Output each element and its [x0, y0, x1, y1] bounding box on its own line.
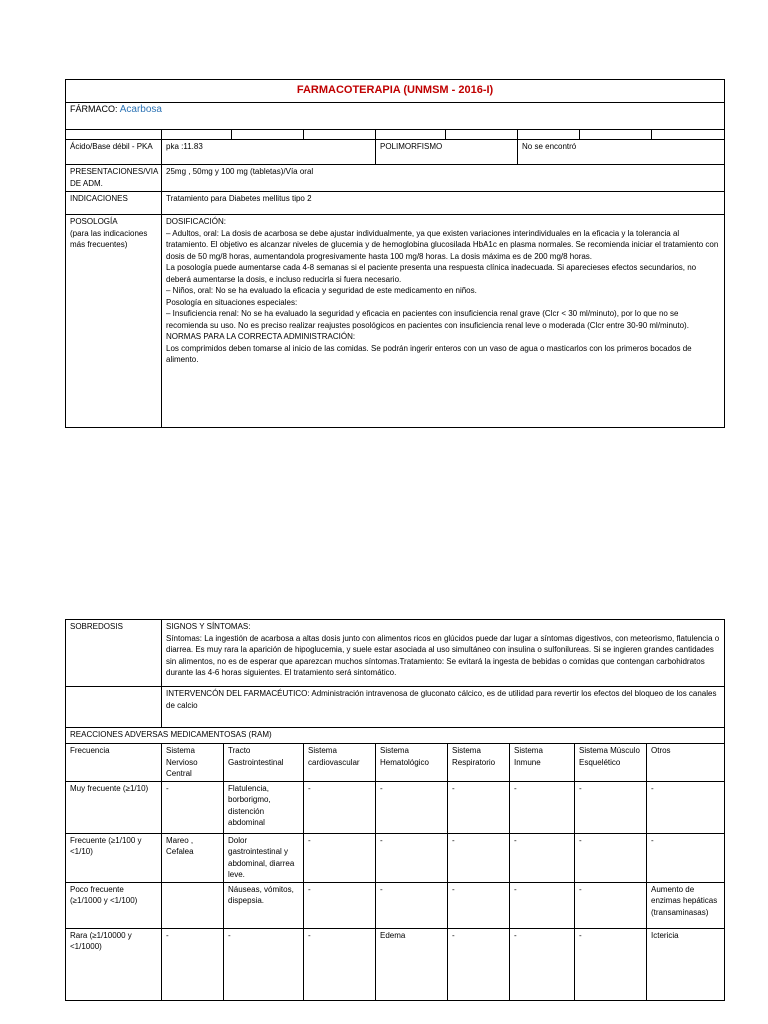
intervencion-text: Administración intravenosa de gluconato cálcico, es de utilidad para revertir los efectos del bloqueo de los canales de calcio	[166, 689, 717, 710]
indicaciones-label: INDICACIONES	[66, 192, 162, 215]
pka-value: pka :11.83	[162, 140, 376, 165]
ram-cell: -	[376, 781, 448, 833]
signos-heading: SIGNOS Y SÍNTOMAS:	[166, 622, 251, 631]
posologia-paragraph: Los comprimidos deben tomarse al inicio de las comidas. Se podrán ingerir enteros con un vaso de agua o masticarlos con los primeros bocados de alimento.	[166, 343, 692, 364]
posologia-sublabel: (para las indicaciones más frecuentes)	[70, 228, 148, 249]
ram-cell: -	[510, 928, 575, 1000]
ram-cell	[162, 882, 224, 928]
ram-header: Frecuencia	[66, 744, 162, 782]
ram-header: Sistema Músculo Esquelético	[575, 744, 647, 782]
ram-cell: -	[448, 781, 510, 833]
ram-header: Sistema Respiratorio	[448, 744, 510, 782]
ram-cell: Náuseas, vómitos, dispepsia.	[224, 882, 304, 928]
ram-cell: -	[647, 833, 725, 882]
ram-header: Otros	[647, 744, 725, 782]
sobredosis-text: Síntomas: La ingestión de acarbosa a altas dosis junto con alimentos ricos en glúcidos puede dar lugar a síntomas digestivos, con meteorismo, flatulencia o diarrea. Es muy rara la aparición de hipoglucemia, y suele estar asociada al uso simultáneo con insulina o sulfonilureas. Si se ingieren grandes cantidades sin alimentos, no es de esperar que aparezcan muchos síntomas.Tratamiento: Se evitará la ingesta de bebidas o comidas que contengan carbohidratos durante las 4-6 horas siguientes. El tratamiento será sintomático.	[166, 633, 720, 677]
ram-header: Sistema Hematológico	[376, 744, 448, 782]
ram-cell: -	[224, 928, 304, 1000]
drug-info-table	[65, 79, 725, 428]
ram-cell: -	[376, 833, 448, 882]
polimorfismo-label: POLIMORFISMO	[376, 140, 518, 165]
ram-cell: Ictericia	[647, 928, 725, 1000]
sobredosis-content	[162, 620, 725, 687]
ram-cell: -	[647, 781, 725, 833]
indicaciones-value: Tratamiento para Diabetes mellitus tipo 2	[162, 192, 725, 215]
intervencion-content	[162, 687, 725, 728]
ram-cell: -	[575, 928, 647, 1000]
ram-cell: Edema	[376, 928, 448, 1000]
ram-cell: Rara (≥1/10000 y <1/1000)	[66, 928, 162, 1000]
ram-cell: -	[575, 833, 647, 882]
dosificacion-heading: DOSIFICACIÓN:	[166, 217, 227, 226]
table-row	[66, 833, 725, 882]
spacer-row	[66, 130, 725, 140]
posologia-label: POSOLOGÍA	[70, 217, 118, 226]
intervencion-label: INTERVENCÓN DEL FARMACÉUTICO:	[166, 689, 310, 698]
table-row	[66, 882, 725, 928]
ram-cell: Mareo , Cefalea	[162, 833, 224, 882]
ram-cell: -	[510, 882, 575, 928]
ram-title: REACCIONES ADVERSAS MEDICAMENTOSAS (RAM)	[66, 728, 725, 744]
ram-cell: -	[376, 882, 448, 928]
intervencion-empty	[66, 687, 162, 728]
ram-cell: Poco frecuente (≥1/1000 y <1/100)	[66, 882, 162, 928]
ram-cell: -	[304, 928, 376, 1000]
ram-cell: -	[162, 781, 224, 833]
ram-cell: -	[510, 781, 575, 833]
posologia-paragraph: – Niños, oral: No se ha evaluado la eficacia y seguridad de este medicamento en niños.	[166, 286, 477, 295]
polimorfismo-value: No se encontró	[518, 140, 725, 165]
ram-header: Sistema Nervioso Central	[162, 744, 224, 782]
farmaco-name: Acarbosa	[119, 104, 162, 115]
ram-cell: -	[448, 928, 510, 1000]
posologia-paragraph: – Adultos, oral: La dosis de acarbosa se debe ajustar individualmente, ya que existen variaciones interindividuales en la eficacia y la tolerancia al tratamiento. El objetivo es alcanzar niveles de glucemia y de hemoglobina glucosilada HbA1c en plasma normales. Se recomienda iniciar el tratamiento con dosis de 50 mg/8 horas, aumentandola progresivamente hasta 100 mg/8 horas. La dosis máxima es de 200 mg/8 horas.	[166, 228, 719, 261]
page-title: FARMACOTERAPIA (UNMSM - 2016-I)	[66, 80, 725, 103]
presentaciones-value: 25mg , 50mg y 100 mg (tabletas)/Vía oral	[162, 165, 725, 192]
table-row	[66, 928, 725, 1000]
ram-header-row	[66, 744, 725, 782]
ram-cell: -	[448, 833, 510, 882]
sobredosis-label: SOBREDOSIS	[66, 620, 162, 687]
ram-cell: Muy frecuente (≥1/10)	[66, 781, 162, 833]
posologia-paragraph: Posología en situaciones especiales:	[166, 297, 298, 307]
ram-header: Tracto Gastrointestinal	[224, 744, 304, 782]
ram-header: Sistema Inmune	[510, 744, 575, 782]
posologia-content	[162, 215, 725, 428]
ram-cell: -	[304, 882, 376, 928]
normas-heading: NORMAS PARA LA CORRECTA ADMINISTRACIÓN:	[166, 332, 356, 341]
posologia-paragraph: – Insuficiencia renal: No se ha evaluado la seguridad y eficacia en pacientes con insuficiencia renal grave (Clcr < 30 ml/minuto), por lo que no se recomienda su uso. No es preciso realizar reajustes posológicos en pacientes con insuficiencia renal leve o moderada (Clcr entre 30-90 ml/minuto).	[166, 309, 689, 330]
ram-header: Sistema cardiovascular	[304, 744, 376, 782]
ram-cell: -	[575, 882, 647, 928]
ram-cell: Aumento de enzimas hepáticas (transaminasas)	[647, 882, 725, 928]
presentaciones-label: PRESENTACIONES/VIA DE ADM.	[66, 165, 162, 192]
ram-cell: -	[510, 833, 575, 882]
pka-label: Ácido/Base débil - PKA	[66, 140, 162, 165]
ram-cell: -	[575, 781, 647, 833]
ram-cell: -	[448, 882, 510, 928]
ram-cell: -	[304, 781, 376, 833]
ram-table	[65, 619, 725, 1001]
ram-cell: -	[162, 928, 224, 1000]
farmaco-label: FÁRMACO:	[70, 104, 118, 114]
ram-cell: Flatulencia, borborigmo, distención abdominal	[224, 781, 304, 833]
table-row	[66, 781, 725, 833]
ram-cell: Dolor gastrointestinal y abdominal, diarrea leve.	[224, 833, 304, 882]
ram-cell: Frecuente (≥1/100 y <1/10)	[66, 833, 162, 882]
posologia-paragraph: La posología puede aumentarse cada 4-8 semanas si el paciente presenta una respuesta clínica inadecuada. Si aparecieses efectos secundarios, no deberá aumentarse la dosis, e incluso reducirla si fuera necesario.	[166, 263, 697, 284]
posologia-label-cell	[66, 215, 162, 428]
farmaco-row	[66, 103, 725, 130]
ram-cell: -	[304, 833, 376, 882]
